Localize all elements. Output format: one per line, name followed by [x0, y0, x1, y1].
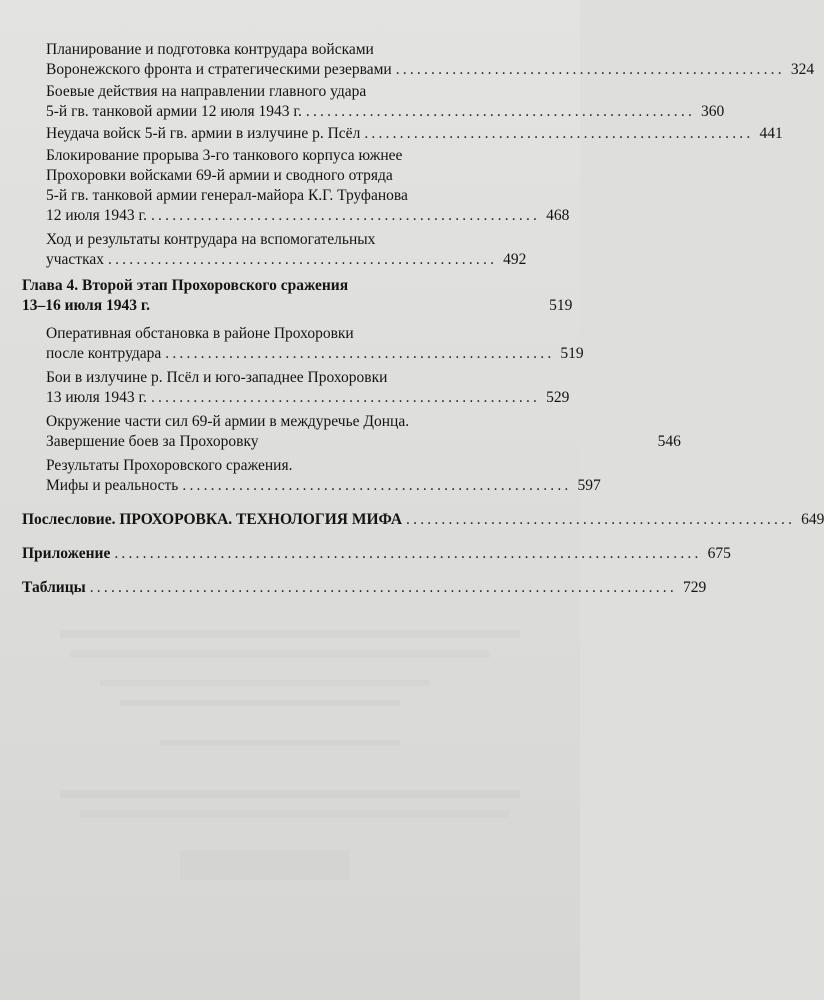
page-number: 519 — [549, 297, 573, 314]
dot-leader: ....................................................... — [150, 207, 541, 224]
page-number: 360 — [701, 103, 725, 120]
page-number: 519 — [560, 345, 584, 362]
page-number: 675 — [707, 545, 731, 562]
dot-leader: ................................................................................... — [89, 579, 677, 596]
toc-entry-line: 12 июля 1943 г. — [46, 207, 147, 224]
dot-leader: ....................................................... — [182, 477, 572, 494]
toc-entry-line: участках — [46, 251, 105, 268]
toc-entry-line: Ход и результаты контрудара на вспомогательных — [46, 231, 376, 248]
toc-entry — [46, 230, 527, 270]
page-number: 546 — [657, 433, 681, 450]
toc-entry-line: 5-й гв. танковой армии генерал-майора К.Г. Труфанова — [46, 187, 408, 204]
toc-entry — [46, 368, 570, 408]
toc-entry-line: Воронежского фронта и стратегическими резервами — [46, 61, 392, 78]
dot-leader: ................................................................................... — [114, 545, 702, 562]
toc-entry-line: Блокирование прорыва 3-го танкового корпуса южнее — [46, 147, 403, 164]
dot-leader: ....................................................... — [305, 103, 696, 120]
toc-entry-line: Неудача войск 5-й гв. армии в излучине р. Псёл — [46, 125, 361, 142]
toc-entry — [46, 82, 725, 122]
toc-entry — [46, 146, 570, 226]
toc-afterword-entry — [22, 510, 824, 530]
toc-entry-line: Планирование и подготовка контрудара войсками — [46, 41, 374, 58]
chapter-title-line: 13–16 июля 1943 г. — [22, 297, 151, 314]
chapter-title-line: Глава 4. Второй этап Прохоровского сражения — [22, 277, 349, 294]
toc-entry-line: Завершение боев за Прохоровку — [46, 433, 259, 450]
page-number: 468 — [546, 207, 570, 224]
page-number: 529 — [546, 389, 570, 406]
toc-entry — [46, 324, 584, 364]
toc-entry — [46, 412, 681, 452]
toc-tables-entry — [22, 578, 707, 598]
page-number: 324 — [790, 61, 815, 78]
toc-entry-line: Прохоровки войсками 69-й армии и сводного отряда — [46, 167, 393, 184]
dot-leader: ....................................................... — [108, 251, 498, 268]
toc-entry-line: после контрудара — [46, 345, 162, 362]
toc-entry-line: 13 июля 1943 г. — [46, 389, 147, 406]
toc-entry-line: Боевые действия на направлении главного удара — [46, 83, 367, 100]
toc-entry-line: Мифы и реальность — [46, 477, 179, 494]
dot-leader: ....................................................... — [364, 125, 754, 142]
page-number: 649 — [801, 511, 824, 528]
dot-leader: ....................................................... — [406, 511, 796, 528]
toc-entry — [46, 40, 815, 80]
toc-entry — [46, 456, 601, 496]
toc-appendix-entry — [22, 544, 731, 564]
dot-leader: ....................................................... — [165, 345, 555, 362]
dot-leader: ....................................................... — [150, 389, 541, 406]
page-number: 597 — [577, 477, 601, 494]
page-number: 441 — [759, 125, 783, 142]
toc-entry-line: Бои в излучине р. Псёл и юго-западнее Прохоровки — [46, 369, 388, 386]
page-number: 729 — [682, 579, 707, 596]
toc-entry-line: Оперативная обстановка в районе Прохоровки — [46, 325, 354, 342]
page-number: 492 — [503, 251, 527, 268]
appendix-title: Приложение — [22, 545, 111, 562]
tables-title: Таблицы — [22, 579, 86, 596]
toc-entry-line: Окружение части сил 69-й армии в междуречье Донца. — [46, 413, 410, 430]
toc-chapter-entry — [22, 276, 573, 316]
dot-leader: ....................................................... — [395, 61, 785, 78]
toc-entry-line: Результаты Прохоровского сражения. — [46, 457, 293, 474]
bleed-through-texture — [60, 620, 530, 950]
toc-entry-line: 5-й гв. танковой армии 12 июля 1943 г. — [46, 103, 302, 120]
afterword-title: Послесловие. ПРОХОРОВКА. ТЕХНОЛОГИЯ МИФА — [22, 511, 403, 528]
toc-entry — [46, 124, 783, 144]
